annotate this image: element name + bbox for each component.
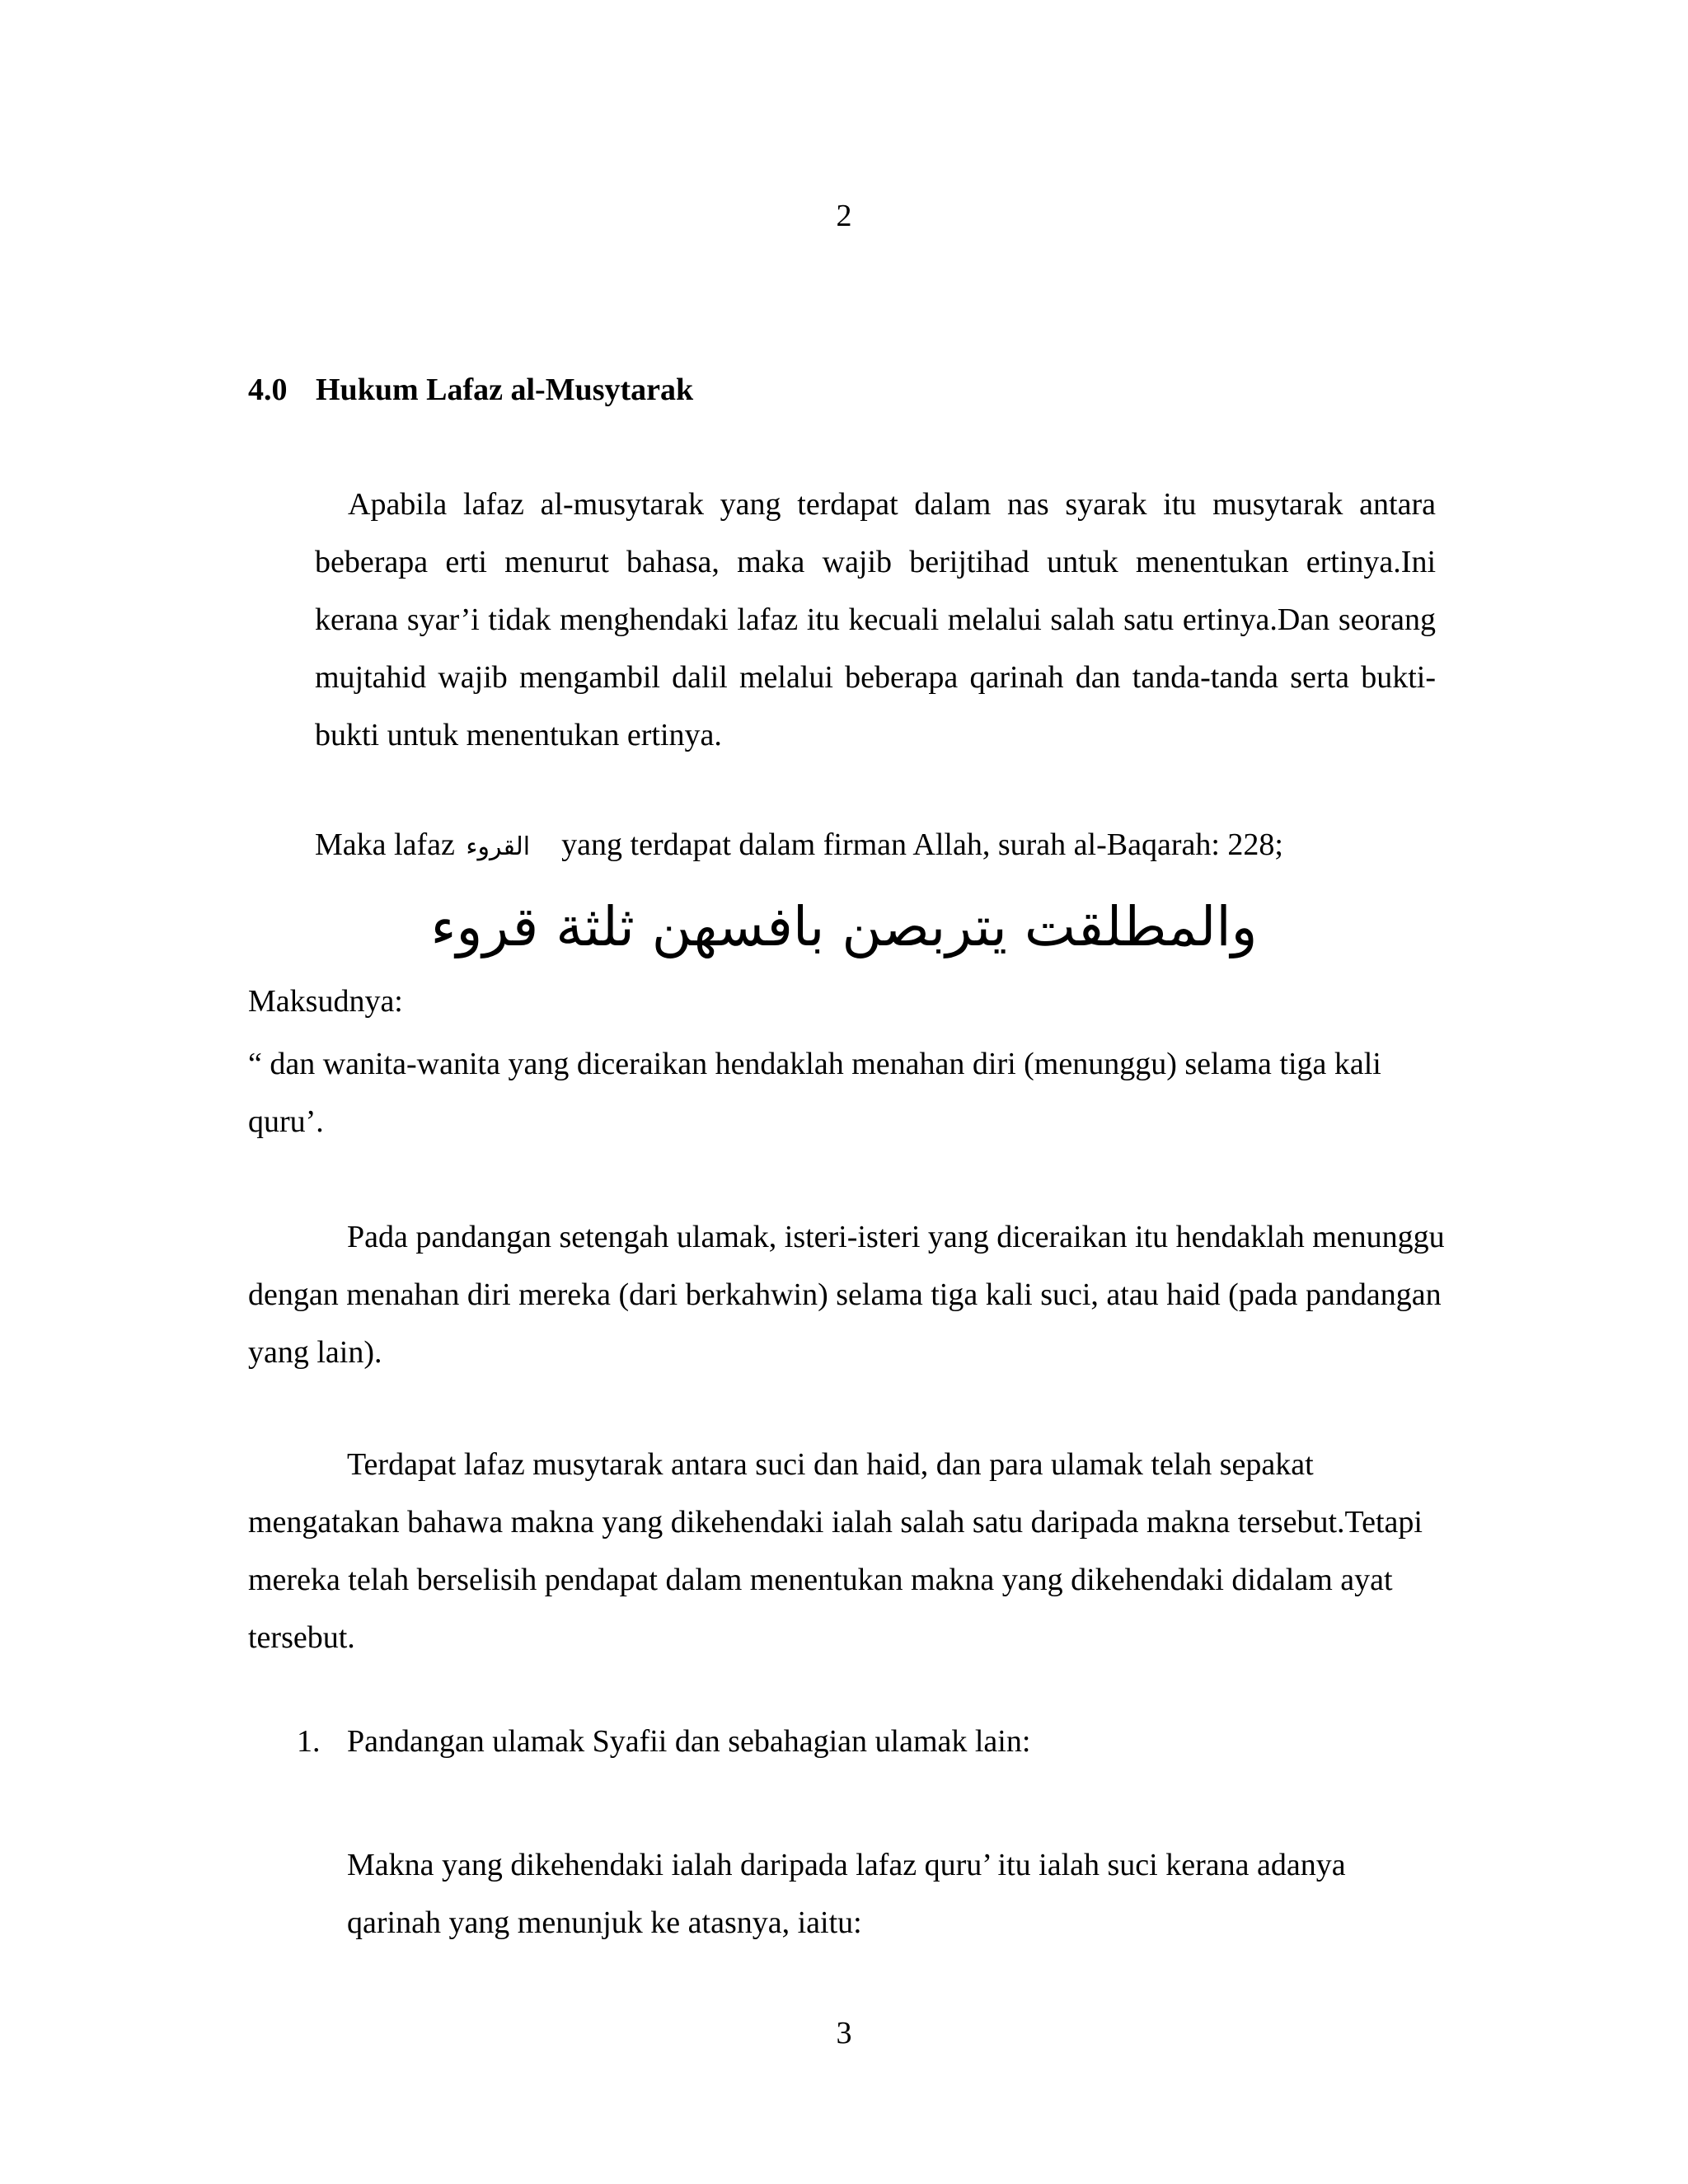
list-marker: 1.: [297, 1724, 321, 1759]
section-number: 4.0: [248, 373, 288, 407]
maksud-label: Maksudnya:: [248, 984, 403, 1019]
paragraph-pandangan-ulamak: Pada pandangan setengah ulamak, isteri-isteri yang diceraikan itu hendaklah menunggu dengan menahan diri mereka (dari berkahwin) selama tiga kali suci, atau haid (pada pandangan yang lain).: [248, 1220, 1445, 1370]
maka-prefix: Maka lafaz: [315, 827, 455, 862]
section-title: Hukum Lafaz al-Musytarak: [316, 373, 694, 407]
quran-verse-arabic: والمطلقت يتربصن بافسهن ثلثة قروء: [430, 895, 1258, 958]
maka-suffix: yang terdapat dalam firman Allah, surah al-Baqarah: 228;: [561, 827, 1283, 862]
page-number-bottom: 3: [836, 2016, 852, 2050]
arabic-word-quru: القروء: [466, 832, 531, 861]
list-item-syafii: [297, 1722, 1030, 1760]
section-heading: [248, 371, 693, 409]
verse-translation: “ dan wanita-wanita yang diceraikan hendaklah menahan diri (menunggu) selama tiga kali quru’.: [248, 1047, 1381, 1139]
page-number-top: 2: [836, 199, 852, 233]
paragraph-lafaz-musytarak-suci-haid: Terdapat lafaz musytarak antara suci dan haid, dan para ulamak telah sepakat mengatakan bahawa makna yang dikehendaki ialah salah satu daripada makna tersebut.Tetapi mereka telah berselisih pendapat dalam menentukan makna yang dikehendaki didalam ayat tersebut.: [248, 1447, 1423, 1655]
paragraph-makna-quru: Makna yang dikehendaki ialah daripada lafaz quru’ itu ialah suci kerana adanya qarinah yang menunjuk ke atasnya, iaitu:: [347, 1848, 1346, 1940]
list-item-text: Pandangan ulamak Syafii dan sebahagian ulamak lain:: [347, 1724, 1031, 1759]
paragraph-musytarak-intro: Apabila lafaz al-musytarak yang terdapat dalam nas syarak itu musytarak antara beberapa erti menurut bahasa, maka wajib berijtihad untuk menentukan ertinya.Ini kerana syar’i tidak menghendaki lafaz itu kecuali melalui salah satu ertinya.Dan seorang mujtahid wajib mengambil dalil melalui beberapa qarinah dan tanda-tanda serta bukti-bukti untuk menentukan ertinya.: [315, 487, 1436, 752]
maka-lafaz-line: [315, 820, 1283, 872]
